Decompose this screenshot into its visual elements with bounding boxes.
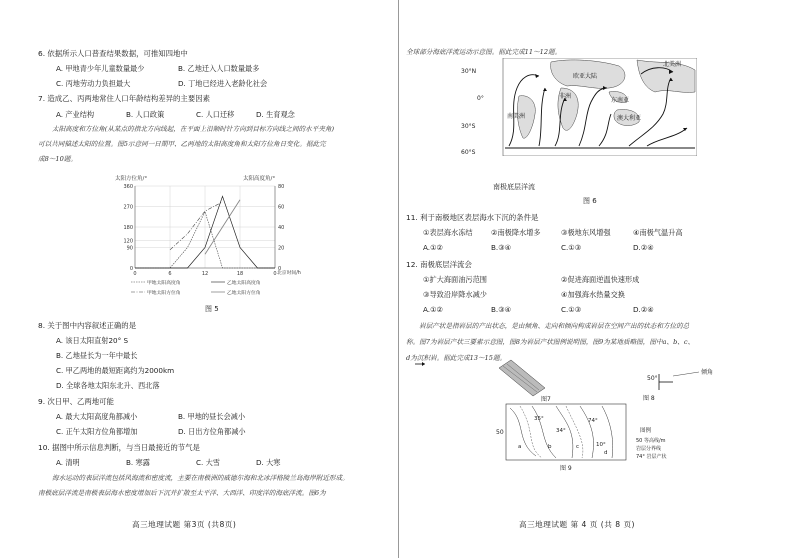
intro-11-12-line1: 海水运动的表层洋流包括风海流和密度流，主要在南极洲的威德尔海和北冰洋格陵兰岛海岸附近形成。 [52, 474, 349, 482]
fig5-left-tick: 180 [123, 225, 133, 231]
q9-stem: 9. 次日甲、乙两地可能 [38, 397, 114, 406]
fig8-angle: 50° [647, 375, 658, 382]
page-divider [398, 0, 399, 558]
intro-13-15-line3: d为沉积岩。据此完成13～15题。 [406, 354, 507, 362]
q11-option-d: D.②④ [633, 243, 654, 252]
fig9-letter-c: c [576, 444, 580, 450]
fig6-lat-30s: 30°S [461, 123, 476, 130]
q11-option-a: A.①② [423, 243, 443, 252]
fig5-left-tick: 360 [123, 184, 133, 190]
fig5-legend-3: 乙地太阳高度角 [227, 281, 261, 286]
q10-stem: 10. 据图中所示信息判断，与当日最接近的节气是 [38, 443, 200, 452]
fig7-arrowhead [422, 362, 425, 366]
fig7-rock-layer [499, 360, 545, 396]
fig9-left-value: 50 [496, 429, 504, 436]
fig5-x-tick: 18 [236, 271, 244, 277]
fig5-left-ticks [123, 184, 133, 272]
q7-option-d: D. 生育观念 [256, 110, 295, 119]
fig6-caption: 图 6 [583, 197, 597, 205]
fig5-left-tick: 90 [126, 245, 133, 252]
fig9-letter-d: d [604, 450, 608, 456]
fig9-legend-title: 图例 [640, 428, 652, 434]
intro-11-12-line2: 南极底层洋流是南极表层海水密度增加后下沉并扩散至太平洋、大西洋、印度洋的海底洋流。图6为 [38, 489, 326, 497]
page-4 [401, 0, 794, 558]
q11-option-b: B.③④ [491, 243, 512, 252]
fig5-legend [131, 279, 261, 296]
fig9-letter-a: a [518, 444, 522, 450]
fig9-legend-attitude: 74° 岩层产状 [636, 454, 667, 460]
fig9-dip-4: 10° [596, 442, 606, 448]
fig5-grid [135, 186, 275, 268]
q10-option-c: C. 大雪 [196, 458, 220, 467]
fig5-x-ticks [133, 271, 276, 277]
q12-option-b: B.③④ [491, 305, 512, 314]
fig6-label-australia: 澳大利亚 [617, 115, 642, 122]
q7-option-b: B. 人口政策 [126, 110, 165, 119]
fig5-x-tick: 0 [273, 271, 277, 277]
fig5-legend-2: 甲地太阳方位角 [147, 291, 181, 296]
fig5-left-tick: 120 [123, 238, 133, 245]
fig7-caption: 图7 [541, 396, 551, 402]
q12-option-c: C.①③ [561, 305, 582, 314]
fig9-letter-b: b [548, 444, 552, 450]
q7-option-c: C. 人口迁移 [196, 110, 235, 119]
q7-stem: 7. 造成乙、丙两地常住人口年龄结构差异的主要因素 [38, 94, 210, 103]
fig6-map [459, 58, 697, 156]
fig9-dip-3: 74° [588, 418, 598, 424]
q9-option-a: A. 最大太阳高度角都减小 [56, 412, 138, 421]
fig5-left-tick: 270 [123, 204, 133, 211]
q12-option-a: A.①② [423, 305, 443, 314]
q9-option-b: B. 甲地的昼长会减小 [178, 412, 246, 421]
fig5-left-axis-title: 太阳方位角/° [115, 176, 148, 182]
q10-option-d: D. 大寒 [256, 458, 281, 467]
q8-stem: 8. 关于图中内容叙述正确的是 [38, 321, 137, 330]
intro-8-10-line2: 可以共同描述太阳的位置。图5示意同一日期甲、乙两地的太阳高度角和太阳方位角日变化。据此完 [38, 140, 326, 148]
q9-option-d: D. 日出方位角都减小 [178, 427, 246, 436]
fig8-caption: 图 8 [643, 395, 655, 402]
q11-stem: 11. 利于南极地区表层海水下沉的条件是 [406, 213, 539, 222]
fig5-right-ticks [278, 184, 284, 272]
fig5-legend-4: 乙地太阳方位角 [227, 291, 261, 296]
fig9-map [496, 402, 696, 472]
q12-item-4: ④加强海水热量交换 [561, 290, 625, 299]
fig5-right-tick: 40 [278, 225, 285, 231]
intro-13-15-line1: 岩层产状是指岩层的产出状态，是由倾角、走向和倾向构成岩层在空间产出的状态和方位的总 [419, 322, 690, 330]
q6-option-a: A. 甲地青少年儿童数量最少 [56, 64, 145, 73]
q6-stem: 6. 依据所示人口普查结果数据，可推知四地中 [38, 49, 188, 58]
q10-option-b: B. 寒露 [126, 458, 150, 467]
fig7-diagram [411, 350, 581, 402]
intro-cont: 全球部分海底洋流运动示意图。据此完成11～12题。 [406, 48, 562, 56]
q12-option-d: D.②④ [633, 305, 654, 314]
fig9-caption: 图 9 [560, 465, 572, 472]
fig5-right-tick: 60 [278, 204, 285, 211]
fig5-right-tick: 80 [278, 184, 285, 190]
intro-13-15-line2: 称。图7为岩层产状三要素示意图，图8为岩层产状图例说明图，图9为某地质略图，图中a、b、c、 [406, 338, 695, 346]
q7-option-a: A. 产业结构 [56, 110, 95, 119]
fig5-x-tick: 12 [201, 271, 209, 277]
q11-option-c: C.①③ [561, 243, 582, 252]
fig5-x-tick: 6 [168, 271, 172, 277]
fig5-caption: 图 5 [205, 305, 219, 313]
fig5-x-unit: 北京时间/h [277, 271, 301, 276]
q8-option-a: A. 该日太阳直射20° S [56, 336, 129, 345]
page-4-footer: 高三地理试题 第 4 页 (共 8 页) [519, 520, 636, 529]
q12-item-1: ①扩大海面油污范围 [423, 275, 487, 284]
q11-item-1: ①表层海水冻结 [423, 228, 473, 237]
q6-option-b: B. 乙地迁入人口数量最多 [178, 64, 260, 73]
q11-item-2: ②南极降水增多 [491, 228, 541, 237]
fig6-legend: 南极底层洋流 [493, 183, 535, 191]
fig6-lat-60s: 60°S [461, 149, 476, 156]
q12-item-2: ②促进海面逆温快速形成 [561, 275, 640, 284]
q12-item-3: ③导致沿岸降水减少 [423, 290, 487, 299]
fig9-legend-boundary: 岩层分界线 [636, 446, 662, 452]
fig8-label: 倾角 [701, 369, 714, 376]
fig5-series-line-2 [170, 202, 223, 250]
q12-stem: 12. 南极底层洋流会 [406, 260, 472, 269]
fig5-legend-1: 甲地太阳高度角 [147, 281, 181, 286]
fig6-label-eurasia: 欧亚大陆 [573, 73, 598, 80]
fig5-right-tick: 0 [278, 266, 282, 272]
q11-item-3: ③极地东风增强 [561, 228, 611, 237]
fig5-chart [115, 170, 305, 305]
q8-option-d: D. 全球各地太阳东北升、西北落 [56, 381, 160, 390]
fig5-right-tick: 20 [278, 245, 285, 252]
intro-8-10-line3: 成8～10题。 [38, 155, 77, 163]
q6-option-d: D. 丁地已经进入老龄化社会 [178, 79, 268, 88]
q11-item-4: ④南极气温升高 [633, 228, 683, 237]
intro-8-10-line1: 太阳高度和方位角(从某点的指北方向线起，在平面上沿顺时针方向到目标方向线之间的水平夹角) [52, 125, 335, 133]
fig6-label-southeast-asia: 东南亚 [611, 97, 630, 104]
fig6-lat-0: 0° [477, 95, 484, 102]
q9-option-c: C. 正午太阳方位角都增加 [56, 427, 138, 436]
fig6-lat-30n: 30°N [461, 68, 477, 75]
q8-option-b: B. 乙地昼长为一年中最长 [56, 351, 138, 360]
fig8-symbol [639, 368, 739, 402]
q8-option-c: C. 甲乙两地的最短距离约为2000km [56, 366, 175, 375]
fig5-x-tick: 0 [133, 271, 137, 277]
fig6-label-africa: 非洲 [559, 93, 572, 100]
page-3-footer: 高三地理试题 第3页 (共8页) [132, 520, 237, 529]
q6-option-c: C. 丙地劳动力负担最大 [56, 79, 131, 88]
q10-option-a: A. 清明 [56, 458, 80, 467]
fig9-dip-1: 35° [534, 416, 544, 422]
fig6-label-north-america: 北美洲 [663, 61, 682, 68]
fig9-frame [506, 404, 626, 460]
fig8-leader [673, 372, 699, 376]
fig5-right-axis-title: 太阳高度角/° [243, 176, 276, 182]
fig9-legend-contour: 50 等高线/m [636, 438, 666, 444]
fig5-left-tick: 0 [129, 266, 133, 272]
fig6-label-south-america: 南美洲 [507, 113, 526, 120]
fig9-dip-2: 34° [556, 428, 566, 434]
